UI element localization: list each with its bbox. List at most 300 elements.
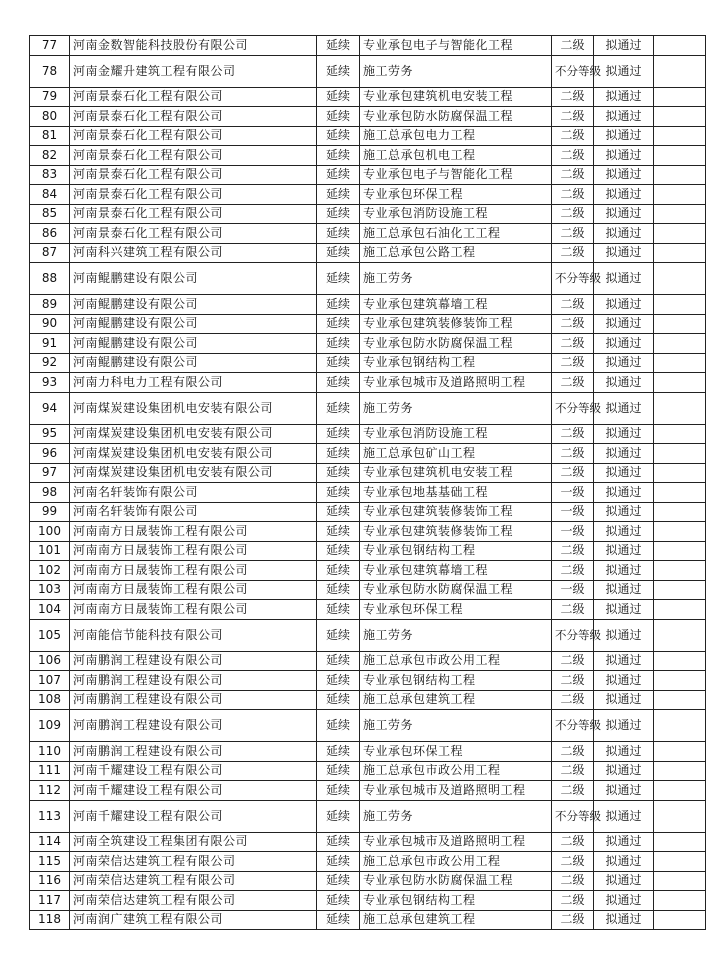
- qualification-grade: 一级: [552, 483, 594, 503]
- application-type: 延续: [317, 314, 360, 334]
- remarks-cell: [654, 373, 706, 393]
- row-number: 94: [30, 392, 70, 424]
- table-row: [30, 424, 706, 444]
- review-result: 拟通过: [594, 690, 654, 710]
- application-type: 延续: [317, 871, 360, 891]
- qualification-scope: 施工总承包市政公用工程: [360, 761, 552, 781]
- row-number: 87: [30, 243, 70, 263]
- review-result: 拟通过: [594, 55, 654, 87]
- table-row: [30, 463, 706, 483]
- qualification-scope: 专业承包地基基础工程: [360, 483, 552, 503]
- table-row: [30, 671, 706, 691]
- company-name: 河南鹏润工程建设有限公司: [70, 651, 317, 671]
- table-row: [30, 295, 706, 315]
- table-row: [30, 852, 706, 872]
- review-result: 拟通过: [594, 910, 654, 930]
- application-type: 延续: [317, 165, 360, 185]
- row-number: 79: [30, 87, 70, 107]
- review-result: 拟通过: [594, 295, 654, 315]
- review-result: 拟通过: [594, 107, 654, 127]
- company-name: 河南荣信达建筑工程有限公司: [70, 891, 317, 911]
- qualification-grade: 二级: [552, 224, 594, 244]
- qualification-grade: 二级: [552, 444, 594, 464]
- qualification-grade: 二级: [552, 334, 594, 354]
- company-name: 河南景泰石化工程有限公司: [70, 126, 317, 146]
- review-result: 拟通过: [594, 353, 654, 373]
- qualification-grade: 二级: [552, 651, 594, 671]
- row-number: 93: [30, 373, 70, 393]
- row-number: 97: [30, 463, 70, 483]
- review-result: 拟通过: [594, 781, 654, 801]
- table-row: [30, 87, 706, 107]
- table-row: [30, 204, 706, 224]
- table-row: [30, 522, 706, 542]
- qualification-grade: 不分等级: [552, 800, 594, 832]
- row-number: 110: [30, 742, 70, 762]
- qualification-grade: 不分等级: [552, 710, 594, 742]
- qualification-scope: 专业承包防水防腐保温工程: [360, 334, 552, 354]
- company-name: 河南荣信达建筑工程有限公司: [70, 852, 317, 872]
- application-type: 延续: [317, 444, 360, 464]
- application-type: 延续: [317, 185, 360, 205]
- table-row: [30, 224, 706, 244]
- review-result: 拟通过: [594, 671, 654, 691]
- application-type: 延续: [317, 295, 360, 315]
- qualification-grade: 一级: [552, 502, 594, 522]
- company-name: 河南煤炭建设集团机电安装有限公司: [70, 392, 317, 424]
- table-row: [30, 871, 706, 891]
- review-result: 拟通过: [594, 314, 654, 334]
- company-name: 河南鲲鹏建设有限公司: [70, 334, 317, 354]
- company-name: 河南千耀建设工程有限公司: [70, 781, 317, 801]
- review-result: 拟通过: [594, 742, 654, 762]
- company-name: 河南景泰石化工程有限公司: [70, 224, 317, 244]
- application-type: 延续: [317, 852, 360, 872]
- row-number: 78: [30, 55, 70, 87]
- application-type: 延续: [317, 392, 360, 424]
- qualification-scope: 专业承包城市及道路照明工程: [360, 373, 552, 393]
- company-name: 河南全筑建设工程集团有限公司: [70, 832, 317, 852]
- review-result: 拟通过: [594, 126, 654, 146]
- row-number: 104: [30, 600, 70, 620]
- company-name: 河南南方日晟装饰工程有限公司: [70, 600, 317, 620]
- table-row: [30, 742, 706, 762]
- review-result: 拟通过: [594, 444, 654, 464]
- qualification-grade: 二级: [552, 871, 594, 891]
- application-type: 延续: [317, 891, 360, 911]
- qualification-scope: 专业承包建筑机电安装工程: [360, 87, 552, 107]
- qualification-scope: 专业承包建筑装修装饰工程: [360, 314, 552, 334]
- remarks-cell: [654, 204, 706, 224]
- qualification-grade: 一级: [552, 580, 594, 600]
- remarks-cell: [654, 243, 706, 263]
- table-row: [30, 444, 706, 464]
- qualification-scope: 施工总承包公路工程: [360, 243, 552, 263]
- review-result: 拟通过: [594, 463, 654, 483]
- remarks-cell: [654, 87, 706, 107]
- table-row: [30, 314, 706, 334]
- qualification-scope: 专业承包消防设施工程: [360, 424, 552, 444]
- qualification-scope: 专业承包城市及道路照明工程: [360, 832, 552, 852]
- row-number: 112: [30, 781, 70, 801]
- qualification-grade: 二级: [552, 852, 594, 872]
- company-name: 河南景泰石化工程有限公司: [70, 204, 317, 224]
- remarks-cell: [654, 742, 706, 762]
- company-name: 河南煤炭建设集团机电安装有限公司: [70, 424, 317, 444]
- row-number: 117: [30, 891, 70, 911]
- qualification-grade: 二级: [552, 185, 594, 205]
- row-number: 89: [30, 295, 70, 315]
- application-type: 延续: [317, 36, 360, 56]
- remarks-cell: [654, 522, 706, 542]
- row-number: 91: [30, 334, 70, 354]
- qualification-grade: 二级: [552, 600, 594, 620]
- application-type: 延续: [317, 910, 360, 930]
- application-type: 延续: [317, 541, 360, 561]
- qualification-scope: 施工劳务: [360, 55, 552, 87]
- qualification-scope: 施工总承包市政公用工程: [360, 651, 552, 671]
- remarks-cell: [654, 710, 706, 742]
- qualification-scope: 施工总承包建筑工程: [360, 910, 552, 930]
- company-name: 河南景泰石化工程有限公司: [70, 165, 317, 185]
- company-name: 河南南方日晟装饰工程有限公司: [70, 541, 317, 561]
- application-type: 延续: [317, 580, 360, 600]
- qualification-table: [29, 35, 706, 930]
- review-result: 拟通过: [594, 522, 654, 542]
- review-result: 拟通过: [594, 392, 654, 424]
- row-number: 98: [30, 483, 70, 503]
- remarks-cell: [654, 334, 706, 354]
- review-result: 拟通过: [594, 502, 654, 522]
- qualification-scope: 专业承包防水防腐保温工程: [360, 871, 552, 891]
- qualification-scope: 专业承包城市及道路照明工程: [360, 781, 552, 801]
- qualification-scope: 专业承包建筑幕墙工程: [360, 561, 552, 581]
- remarks-cell: [654, 295, 706, 315]
- qualification-grade: 二级: [552, 761, 594, 781]
- qualification-scope: 施工总承包矿山工程: [360, 444, 552, 464]
- qualification-grade: 二级: [552, 204, 594, 224]
- review-result: 拟通过: [594, 600, 654, 620]
- remarks-cell: [654, 36, 706, 56]
- company-name: 河南景泰石化工程有限公司: [70, 87, 317, 107]
- row-number: 86: [30, 224, 70, 244]
- row-number: 101: [30, 541, 70, 561]
- application-type: 延续: [317, 710, 360, 742]
- company-name: 河南鲲鹏建设有限公司: [70, 314, 317, 334]
- qualification-scope: 施工总承包电力工程: [360, 126, 552, 146]
- qualification-scope: 施工总承包机电工程: [360, 146, 552, 166]
- qualification-grade: 一级: [552, 522, 594, 542]
- table-row: [30, 561, 706, 581]
- row-number: 103: [30, 580, 70, 600]
- qualification-grade: 二级: [552, 107, 594, 127]
- qualification-grade: 二级: [552, 742, 594, 762]
- company-name: 河南名轩装饰有限公司: [70, 502, 317, 522]
- qualification-scope: 专业承包建筑装修装饰工程: [360, 502, 552, 522]
- remarks-cell: [654, 651, 706, 671]
- remarks-cell: [654, 185, 706, 205]
- application-type: 延续: [317, 619, 360, 651]
- qualification-grade: 二级: [552, 781, 594, 801]
- application-type: 延续: [317, 224, 360, 244]
- company-name: 河南能信节能科技有限公司: [70, 619, 317, 651]
- application-type: 延续: [317, 243, 360, 263]
- row-number: 96: [30, 444, 70, 464]
- review-result: 拟通过: [594, 165, 654, 185]
- company-name: 河南鹏润工程建设有限公司: [70, 742, 317, 762]
- review-result: 拟通过: [594, 204, 654, 224]
- qualification-scope: 专业承包建筑幕墙工程: [360, 295, 552, 315]
- company-name: 河南润广建筑工程有限公司: [70, 910, 317, 930]
- qualification-grade: 不分等级: [552, 619, 594, 651]
- table-row: [30, 165, 706, 185]
- table-row: [30, 36, 706, 56]
- qualification-scope: 专业承包环保工程: [360, 742, 552, 762]
- qualification-grade: 二级: [552, 87, 594, 107]
- company-name: 河南鲲鹏建设有限公司: [70, 263, 317, 295]
- qualification-grade: 二级: [552, 146, 594, 166]
- row-number: 99: [30, 502, 70, 522]
- application-type: 延续: [317, 55, 360, 87]
- application-type: 延续: [317, 561, 360, 581]
- qualification-scope: 专业承包钢结构工程: [360, 891, 552, 911]
- review-result: 拟通过: [594, 871, 654, 891]
- review-result: 拟通过: [594, 334, 654, 354]
- remarks-cell: [654, 690, 706, 710]
- table-row: [30, 800, 706, 832]
- review-result: 拟通过: [594, 891, 654, 911]
- table-row: [30, 651, 706, 671]
- qualification-scope: 专业承包消防设施工程: [360, 204, 552, 224]
- remarks-cell: [654, 580, 706, 600]
- table-row: [30, 710, 706, 742]
- qualification-grade: 二级: [552, 165, 594, 185]
- company-name: 河南金数智能科技股份有限公司: [70, 36, 317, 56]
- row-number: 111: [30, 761, 70, 781]
- company-name: 河南鲲鹏建设有限公司: [70, 353, 317, 373]
- company-name: 河南景泰石化工程有限公司: [70, 185, 317, 205]
- table-row: [30, 891, 706, 911]
- row-number: 82: [30, 146, 70, 166]
- company-name: 河南鹏润工程建设有限公司: [70, 690, 317, 710]
- application-type: 延续: [317, 483, 360, 503]
- row-number: 95: [30, 424, 70, 444]
- remarks-cell: [654, 463, 706, 483]
- row-number: 105: [30, 619, 70, 651]
- qualification-scope: 施工劳务: [360, 263, 552, 295]
- row-number: 77: [30, 36, 70, 56]
- application-type: 延续: [317, 204, 360, 224]
- row-number: 83: [30, 165, 70, 185]
- qualification-scope: 施工劳务: [360, 800, 552, 832]
- qualification-scope: 施工劳务: [360, 392, 552, 424]
- company-name: 河南景泰石化工程有限公司: [70, 107, 317, 127]
- table-row: [30, 373, 706, 393]
- review-result: 拟通过: [594, 185, 654, 205]
- company-name: 河南景泰石化工程有限公司: [70, 146, 317, 166]
- company-name: 河南力科电力工程有限公司: [70, 373, 317, 393]
- review-result: 拟通过: [594, 224, 654, 244]
- company-name: 河南煤炭建设集团机电安装有限公司: [70, 444, 317, 464]
- qualification-scope: 专业承包环保工程: [360, 600, 552, 620]
- table-row: [30, 690, 706, 710]
- review-result: 拟通过: [594, 373, 654, 393]
- row-number: 118: [30, 910, 70, 930]
- remarks-cell: [654, 224, 706, 244]
- table-row: [30, 126, 706, 146]
- row-number: 107: [30, 671, 70, 691]
- qualification-scope: 专业承包防水防腐保温工程: [360, 107, 552, 127]
- qualification-scope: 施工劳务: [360, 619, 552, 651]
- remarks-cell: [654, 800, 706, 832]
- remarks-cell: [654, 852, 706, 872]
- review-result: 拟通过: [594, 87, 654, 107]
- qualification-grade: 二级: [552, 463, 594, 483]
- review-result: 拟通过: [594, 36, 654, 56]
- remarks-cell: [654, 126, 706, 146]
- remarks-cell: [654, 761, 706, 781]
- application-type: 延续: [317, 353, 360, 373]
- qualification-scope: 专业承包建筑机电安装工程: [360, 463, 552, 483]
- table-row: [30, 619, 706, 651]
- remarks-cell: [654, 146, 706, 166]
- row-number: 80: [30, 107, 70, 127]
- review-result: 拟通过: [594, 424, 654, 444]
- qualification-grade: 二级: [552, 671, 594, 691]
- table-row: [30, 392, 706, 424]
- row-number: 88: [30, 263, 70, 295]
- table-row: [30, 263, 706, 295]
- table-row: [30, 483, 706, 503]
- company-name: 河南南方日晟装饰工程有限公司: [70, 561, 317, 581]
- review-result: 拟通过: [594, 852, 654, 872]
- qualification-grade: 不分等级: [552, 55, 594, 87]
- application-type: 延续: [317, 424, 360, 444]
- qualification-grade: 二级: [552, 832, 594, 852]
- review-result: 拟通过: [594, 580, 654, 600]
- remarks-cell: [654, 619, 706, 651]
- company-name: 河南名轩装饰有限公司: [70, 483, 317, 503]
- application-type: 延续: [317, 107, 360, 127]
- qualification-grade: 二级: [552, 690, 594, 710]
- qualification-scope: 施工总承包市政公用工程: [360, 852, 552, 872]
- table-row: [30, 832, 706, 852]
- company-name: 河南千耀建设工程有限公司: [70, 761, 317, 781]
- row-number: 108: [30, 690, 70, 710]
- qualification-grade: 二级: [552, 541, 594, 561]
- qualification-scope: 专业承包钢结构工程: [360, 671, 552, 691]
- row-number: 115: [30, 852, 70, 872]
- remarks-cell: [654, 392, 706, 424]
- row-number: 116: [30, 871, 70, 891]
- qualification-scope: 专业承包钢结构工程: [360, 541, 552, 561]
- row-number: 109: [30, 710, 70, 742]
- review-result: 拟通过: [594, 761, 654, 781]
- qualification-scope: 专业承包环保工程: [360, 185, 552, 205]
- remarks-cell: [654, 353, 706, 373]
- table-row: [30, 580, 706, 600]
- company-name: 河南鹏润工程建设有限公司: [70, 710, 317, 742]
- table-row: [30, 55, 706, 87]
- qualification-scope: 施工总承包石油化工工程: [360, 224, 552, 244]
- application-type: 延续: [317, 146, 360, 166]
- row-number: 106: [30, 651, 70, 671]
- remarks-cell: [654, 781, 706, 801]
- table-body: [30, 36, 706, 930]
- review-result: 拟通过: [594, 263, 654, 295]
- review-result: 拟通过: [594, 710, 654, 742]
- qualification-grade: 二级: [552, 373, 594, 393]
- company-name: 河南煤炭建设集团机电安装有限公司: [70, 463, 317, 483]
- company-name: 河南科兴建筑工程有限公司: [70, 243, 317, 263]
- remarks-cell: [654, 55, 706, 87]
- application-type: 延续: [317, 87, 360, 107]
- application-type: 延续: [317, 463, 360, 483]
- qualification-grade: 二级: [552, 36, 594, 56]
- qualification-grade: 二级: [552, 243, 594, 263]
- table-row: [30, 334, 706, 354]
- qualification-grade: 二级: [552, 353, 594, 373]
- remarks-cell: [654, 561, 706, 581]
- qualification-grade: 二级: [552, 891, 594, 911]
- company-name: 河南千耀建设工程有限公司: [70, 800, 317, 832]
- remarks-cell: [654, 314, 706, 334]
- company-name: 河南南方日晟装饰工程有限公司: [70, 580, 317, 600]
- company-name: 河南荣信达建筑工程有限公司: [70, 871, 317, 891]
- qualification-grade: 不分等级: [552, 263, 594, 295]
- table-row: [30, 910, 706, 930]
- application-type: 延续: [317, 671, 360, 691]
- qualification-grade: 二级: [552, 910, 594, 930]
- table-row: [30, 600, 706, 620]
- row-number: 100: [30, 522, 70, 542]
- table-row: [30, 146, 706, 166]
- remarks-cell: [654, 600, 706, 620]
- remarks-cell: [654, 832, 706, 852]
- application-type: 延续: [317, 502, 360, 522]
- application-type: 延续: [317, 334, 360, 354]
- qualification-grade: 二级: [552, 295, 594, 315]
- qualification-scope: 施工总承包建筑工程: [360, 690, 552, 710]
- row-number: 92: [30, 353, 70, 373]
- table-row: [30, 781, 706, 801]
- application-type: 延续: [317, 600, 360, 620]
- qualification-grade: 不分等级: [552, 392, 594, 424]
- company-name: 河南鲲鹏建设有限公司: [70, 295, 317, 315]
- company-name: 河南鹏润工程建设有限公司: [70, 671, 317, 691]
- qualification-scope: 专业承包钢结构工程: [360, 353, 552, 373]
- qualification-grade: 二级: [552, 126, 594, 146]
- table-row: [30, 107, 706, 127]
- application-type: 延续: [317, 373, 360, 393]
- remarks-cell: [654, 444, 706, 464]
- remarks-cell: [654, 871, 706, 891]
- review-result: 拟通过: [594, 561, 654, 581]
- review-result: 拟通过: [594, 483, 654, 503]
- remarks-cell: [654, 483, 706, 503]
- qualification-grade: 二级: [552, 314, 594, 334]
- qualification-grade: 二级: [552, 424, 594, 444]
- remarks-cell: [654, 107, 706, 127]
- row-number: 85: [30, 204, 70, 224]
- review-result: 拟通过: [594, 541, 654, 561]
- qualification-scope: 专业承包电子与智能化工程: [360, 36, 552, 56]
- remarks-cell: [654, 910, 706, 930]
- row-number: 81: [30, 126, 70, 146]
- application-type: 延续: [317, 761, 360, 781]
- table-row: [30, 502, 706, 522]
- application-type: 延续: [317, 522, 360, 542]
